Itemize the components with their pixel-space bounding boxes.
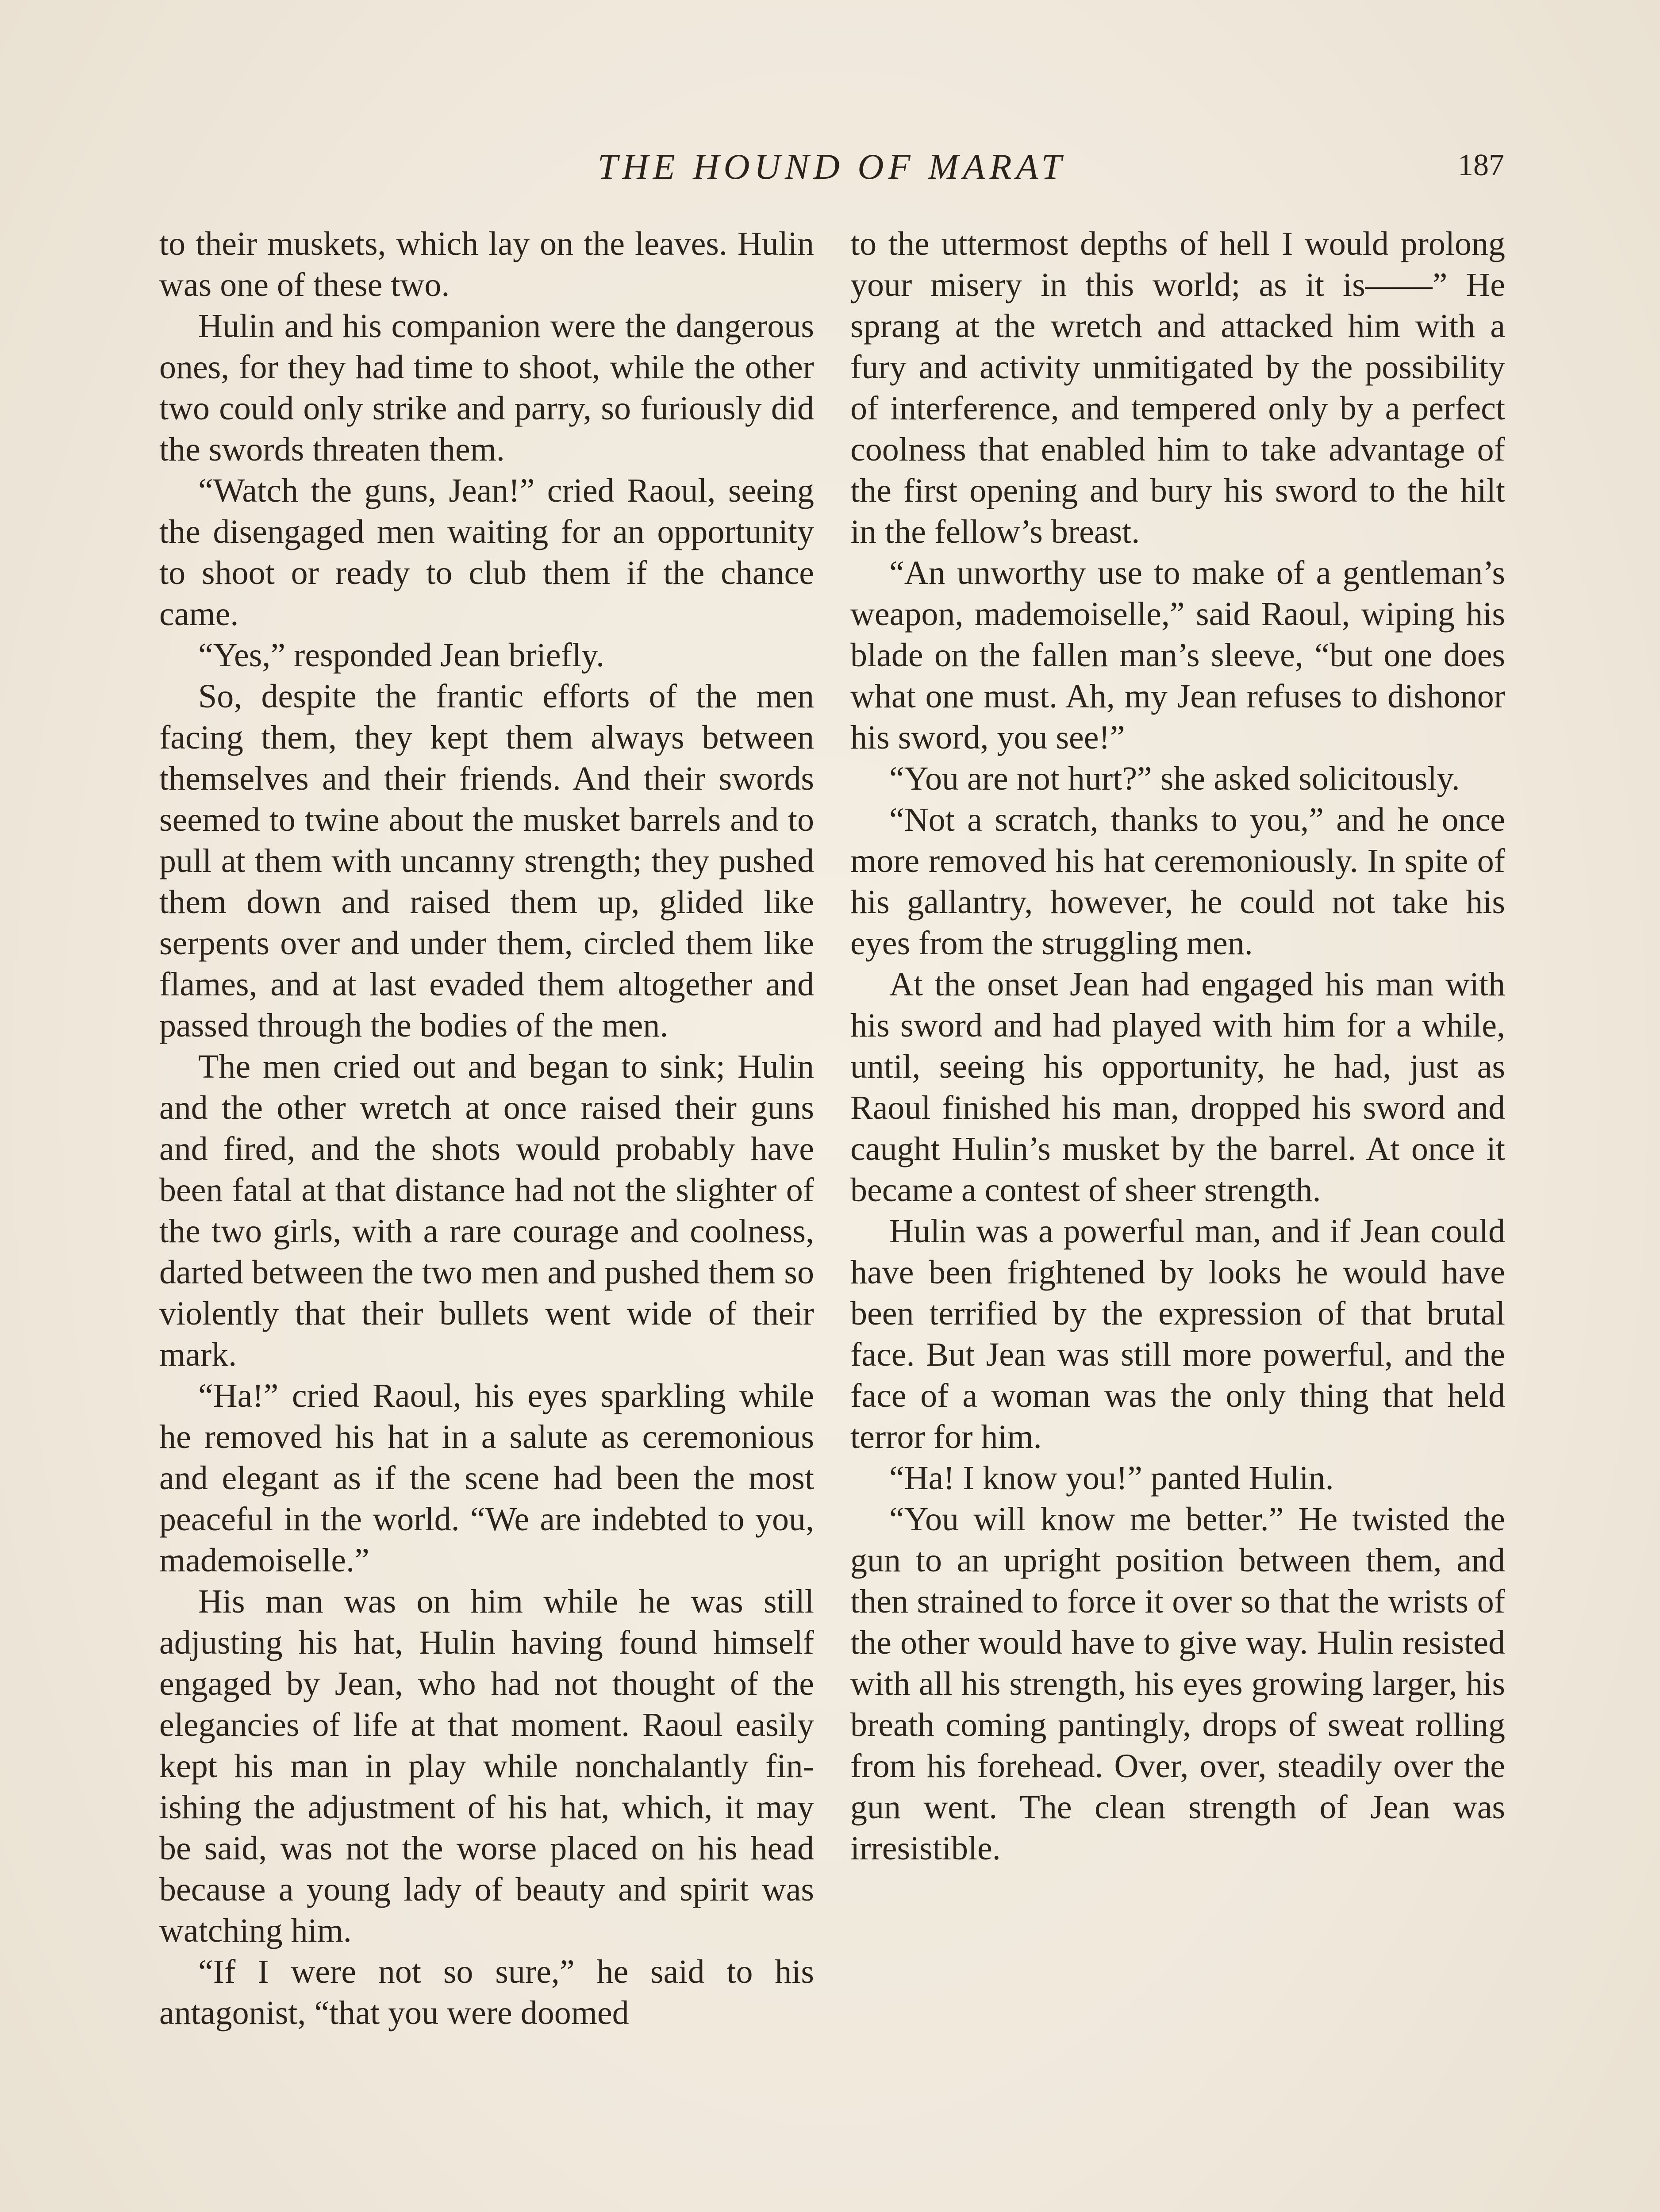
paragraph: Hulin was a powerful man, and if Jean could have been frightened by looks he would have been terrified by the expression of that brutal face. But Jean was still more powerful, and the face of a woman was the only thing that held terror for him.: [850, 1213, 1505, 1455]
paragraph: The men cried out and began to sink; Hulin and the other wretch at once raised their guns and fired, and the shots would probably have been fatal at that distance had not the slighter of the two girls, with a rare courage and coolness, darted between the two men and pushed them so violently that their bullets went wide of their mark.: [159, 1048, 814, 1373]
running-title: THE HOUND OF MARAT: [597, 146, 1066, 187]
paragraph: His man was on him while he was still adjusting his hat, Hulin having found himself engaged by Jean, who had not thought of the elegancies of life at that moment. Raoul easily kept his man in play while nonchalantly finishing the adjustment of his hat, which, it may be said, was not the worse placed on his head because a young lady of beauty and spirit was watching him.: [159, 1583, 814, 1949]
paragraph: “If I were not so sure,” he said to his antagonist, “that you were doomed: [159, 1953, 814, 2032]
paragraph: “Yes,” responded Jean briefly.: [198, 637, 605, 674]
paragraph: “Ha! I know you!” panted Hulin.: [889, 1459, 1334, 1497]
paragraph: Hulin and his companion were the dangerous ones, for they had time to shoot, while the other two could only strike and parry, so furiously did the swords threaten them.: [159, 307, 814, 468]
paragraph: At the onset Jean had engaged his man with his sword and had played with him for a while, until, seeing his opportunity, he had, just as Raoul finished his man, dropped his sword and caught Hulin’s musket by the barrel. At once it became a contest of sheer strength.: [850, 966, 1505, 1209]
paragraph: “Ha!” cried Raoul, his eyes sparkling while he removed his hat in a salute as ceremonious and elegant as if the scene had been the most peaceful in the world. “We are indebted to you, mademoiselle.”: [159, 1377, 814, 1579]
paragraph: “Not a scratch, thanks to you,” and he once more removed his hat ceremoniously. In spite of his gallantry, however, he could not take his eyes from the struggling men.: [850, 801, 1505, 962]
paragraph: “You will know me better.” He twisted the gun to an upright position between them, and then strained to force it over so that the wrists of the other would have to give way. Hulin resisted with all his strength, his eyes growing larger, his breath coming pantingly, drops of sweat rolling from his forehead. Over, over, steadily over the gun went. The clean strength of Jean was irresistible.: [850, 1501, 1505, 1867]
page-number: 187: [1458, 148, 1504, 182]
paragraph: So, despite the frantic efforts of the men facing them, they kept them always between themselves and their friends. And their swords seemed to twine about the musket barrels and to pull at them with uncanny strength; they pushed them down and raised them up, glided like serpents over and under them, circled them like flames, and at last evaded them altogether and passed through the bodies of the men.: [159, 678, 814, 1044]
paragraph: “Watch the guns, Jean!” cried Raoul, seeing the disengaged men waiting for an opportunity to shoot or ready to club them if the chance came.: [159, 472, 814, 633]
page-header: [159, 146, 1504, 199]
paragraph: “You are not hurt?” she asked solicitously.: [889, 760, 1460, 797]
paragraph: to their muskets, which lay on the leaves. Hulin was one of these two.: [159, 225, 814, 303]
paragraph: “An unworthy use to make of a gentleman’s weapon, mademoiselle,” said Raoul, wiping his blade on the fallen man’s sleeve, “but one does what one must. Ah, my Jean refuses to dishonor his sword, you see!”: [850, 554, 1505, 756]
left-text-column: [159, 223, 814, 2034]
right-text-column: [850, 223, 1505, 1869]
paragraph: to the uttermost depths of hell I would prolong your misery in this world; as it is——” He sprang at the wretch and attacked him with a fury and activity unmitigated by the possibility of interference, and tempered only by a perfect coolness that enabled him to take advantage of the first opening and bury his sword to the hilt in the fellow’s breast.: [850, 225, 1505, 550]
